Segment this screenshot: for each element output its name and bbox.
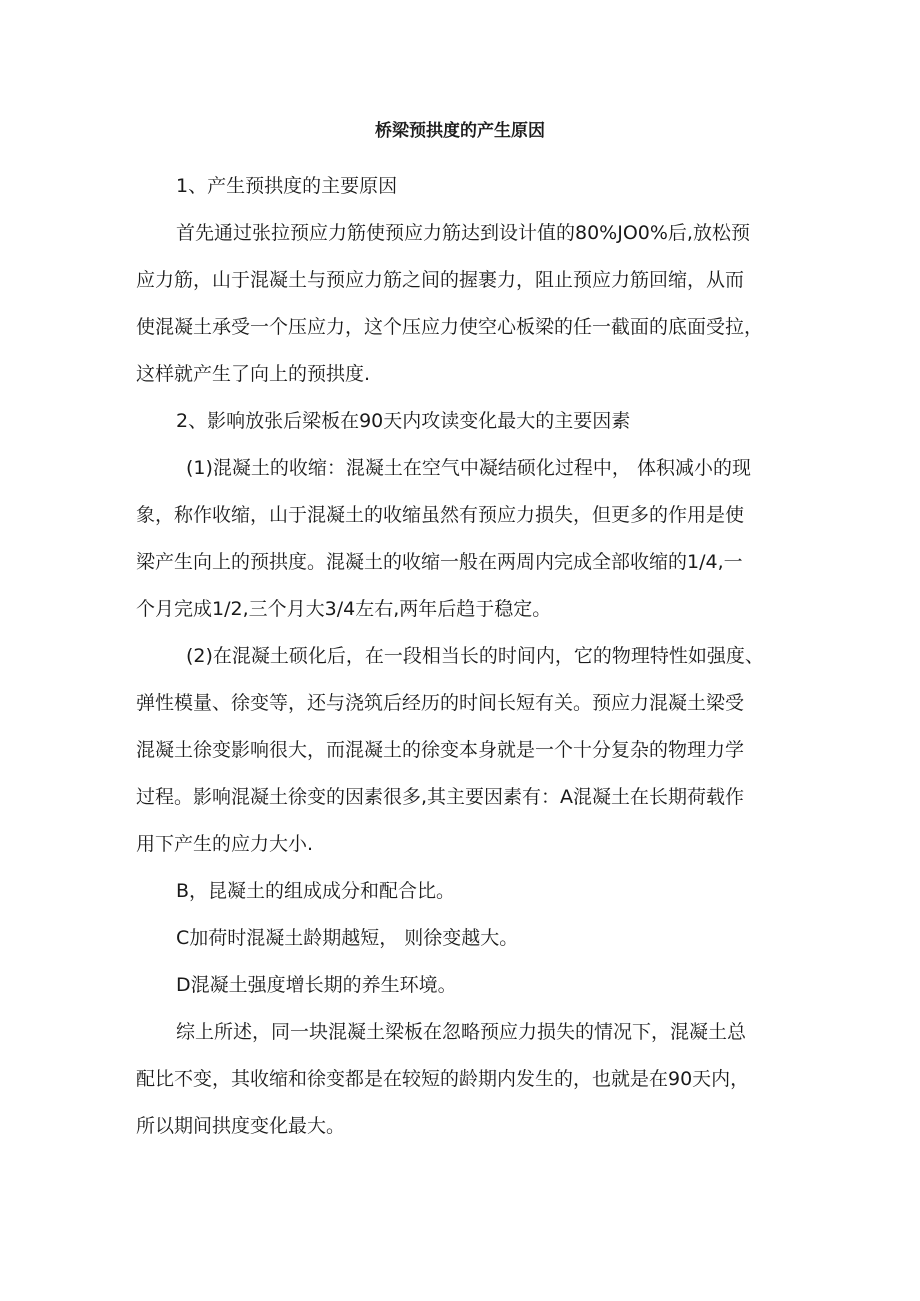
section-heading-1: 1、产生预拱度的主要原因 [176, 175, 398, 197]
paragraph-line: 混凝土徐变影响很大，而混凝土的徐变本身就是一个十分复杂的物理力学 [136, 739, 745, 761]
document-title: 桥梁预拱度的产生原因 [375, 121, 545, 141]
section-heading-2: 2、影响放张后梁板在90天内攻读变化最大的主要因素 [176, 410, 631, 432]
list-item: B，昆凝土的组成成分和配合比。 [176, 880, 456, 902]
paragraph-line: 个月完成1/2,三个月大3/4左右,两年后趋于稳定。 [136, 598, 552, 620]
paragraph-line: 象，称作收缩，山于混凝土的收缩虽然有预应力损失，但更多的作用是使 [136, 504, 745, 526]
paragraph-line: 应力筋，山于混凝土与预应力筋之间的握裹力，阻止预应力筋回缩，从而 [136, 269, 745, 291]
paragraph-line: 综上所述，同一块混凝土梁板在忽略预应力损失的情况下，混凝土总 [176, 1021, 747, 1043]
paragraph-line: 弹性模量、徐变等，还与浇筑后经历的时间长短有关。预应力混凝土梁受 [136, 692, 745, 714]
paragraph-line: (1)混凝土的收缩：混凝土在空气中凝结硕化过程中， 体积减小的现 [186, 457, 751, 479]
paragraph-line: 这样就产生了向上的预拱度. [136, 363, 371, 385]
paragraph-line: 配比不变，其收缩和徐变都是在较短的龄期内发生的，也就是在90天内， [136, 1068, 750, 1090]
paragraph-line: 过程。影响混凝土徐变的因素很多,其主要因素有：A混凝土在长期荷载作 [136, 786, 745, 808]
paragraph-line: 使混凝土承受一个压应力，这个压应力使空心板梁的任一截面的底面受拉， [136, 316, 764, 338]
paragraph-line: 用下产生的应力大小. [136, 833, 314, 855]
list-item: C加荷时混凝土龄期越短， 则徐变越大。 [176, 927, 519, 949]
paragraph-line: 所以期间拱度变化最大。 [136, 1115, 346, 1137]
document-body [136, 163, 786, 1150]
list-item: D混凝土强度增长期的养生环境。 [176, 974, 457, 996]
paragraph-line: 梁产生向上的预拱度。混凝土的收缩一般在两周内完成全部收缩的1/4,一 [136, 551, 743, 573]
paragraph-line: 首先通过张拉预应力筋使预应力筋达到设计值的80%JO0%后,放松预 [176, 222, 750, 244]
paragraph-line: (2)在混凝土硕化后，在一段相当长的时间内，它的物理特性如强度、 [186, 645, 764, 667]
